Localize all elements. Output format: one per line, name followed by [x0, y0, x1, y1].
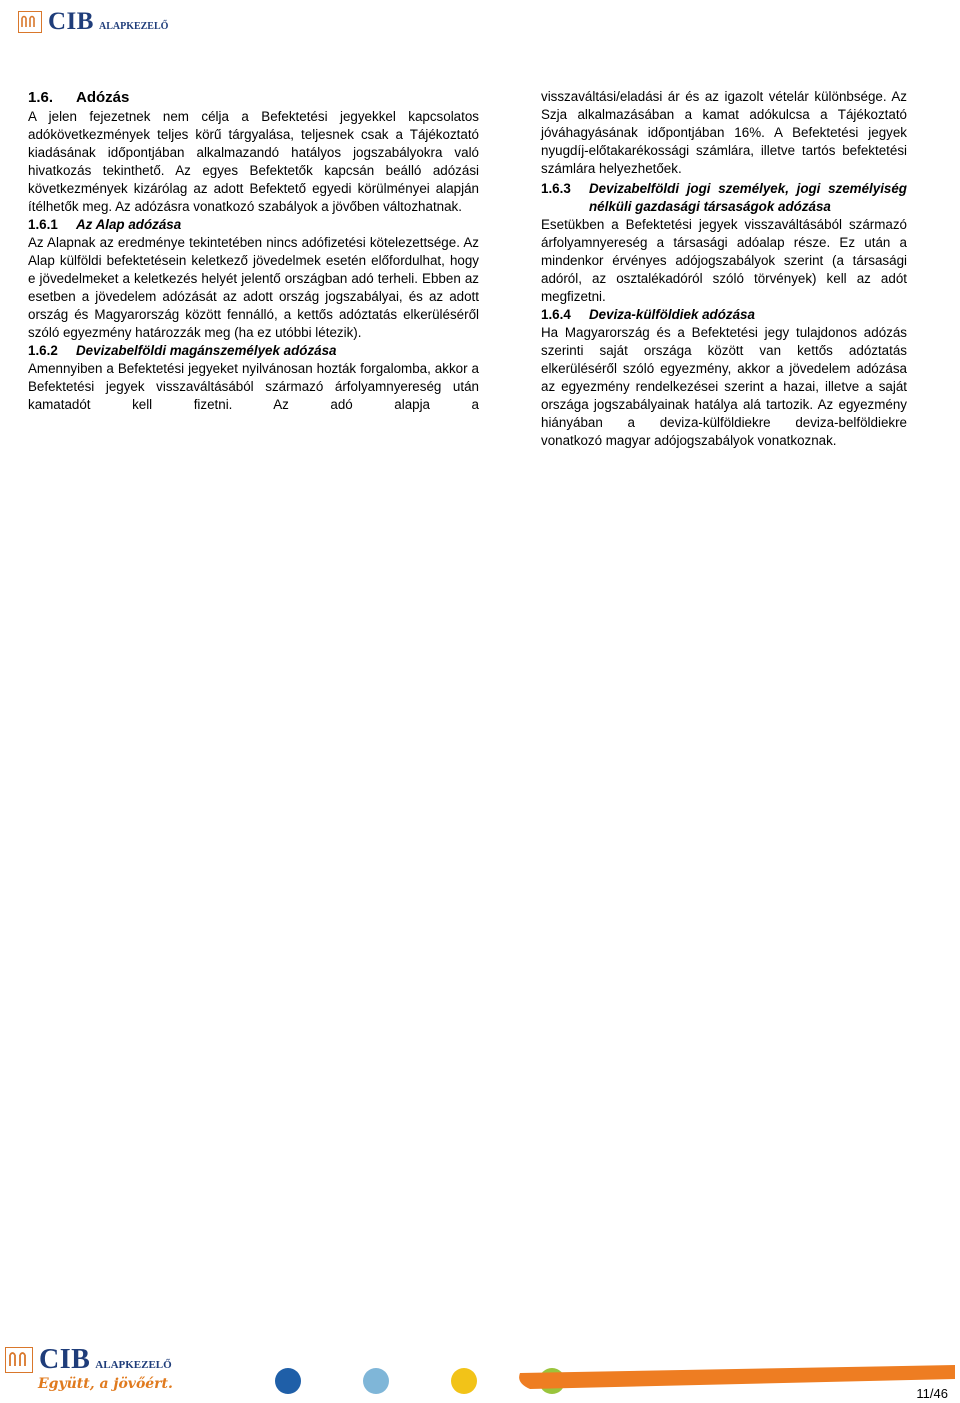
footer-dot-lightblue-icon: [363, 1368, 389, 1394]
subsection-1-number: 1.6.1: [28, 217, 58, 232]
footer-logo-sub: ALAPKEZELŐ: [95, 1359, 172, 1371]
subsection-4-title: Deviza-külföldiek adózása: [589, 307, 755, 322]
subsection-1-title: Az Alap adózása: [76, 217, 182, 232]
header-logo: [18, 8, 168, 36]
subsection-3-text: Esetükben a Befektetési jegyek visszaváltásából származó árfolyamnyereség a társasági adóalap része. Ez után a mindenkor érvényes adójogszabályok szerint (a társasági adóról, az osztalékadóról szóló törvények) kell az adót megfizetni.: [541, 217, 907, 304]
subsection-4-number: 1.6.4: [541, 307, 571, 322]
footer-logo-cib: CIB: [39, 1344, 91, 1375]
footer-decoration: [0, 1343, 960, 1403]
footer-dot-yellow-icon: [451, 1368, 477, 1394]
subsection-4-heading: [541, 306, 907, 324]
subsection-3-heading: [541, 180, 907, 216]
page-number: 11/46: [916, 1386, 948, 1401]
right-column: [541, 88, 907, 450]
subsection-2-title: Devizabelföldi magánszemélyek adózása: [76, 343, 337, 358]
logo-mark-icon: [18, 11, 42, 33]
section-title: Adózás: [76, 89, 130, 106]
subsection-2-heading: [28, 342, 479, 360]
subsection-2-text-continued: visszaváltási/eladási ár és az igazolt vételár különbsége. Az Szja alkalmazásában a kamat adókulcsa a Tájékoztató jóváhagyásának időpontjában 16%. A Befektetési jegyek nyugdíj-előtakarékossági számlára, illetve tartós befektetési számlára helyezhetőek.: [541, 89, 907, 176]
footer-swoosh-bar: [519, 1365, 955, 1389]
header-logo-sub: ALAPKEZELŐ: [98, 21, 169, 32]
subsection-4-text: Ha Magyarország és a Befektetési jegy tulajdonos adózás szerinti saját országa között van kettős adóztatás elkerüléséről szóló egyezmény, akkor a jövedelem adózása az egyezmény rendelkezései szerint a hazai, illetve a saját országa jogszabályainak hatálya alá tartozik. Az egyezmény hiányában a deviza-külföldiekre deviza-belföldiekre vonatkozó magyar adójogszabályok vonatkoznak.: [541, 325, 907, 448]
header-logo-cib: CIB: [48, 8, 94, 35]
left-column: [28, 88, 479, 414]
subsection-3-title: Devizabelföldi jogi személyek, jogi személyiség nélküli gazdasági társaságok adózása: [589, 181, 907, 214]
subsection-3-number: 1.6.3: [541, 181, 571, 196]
section-number: 1.6.: [28, 89, 54, 106]
subsection-2-number: 1.6.2: [28, 343, 58, 358]
section-intro: A jelen fejezetnek nem célja a Befektetési jegyekkel kapcsolatos adókövetkezmények teljes körű tárgyalása, teljesnek csak a Tájékoztató kiadásának időpontjában alkalmazandó hatályos jogszabályokra való hivatkozás tekinthető. Az egyes Befektetők kapcsán beálló adózási következmények kizárólag az adott Befektető egyedi körülményei alapján ítélhetők meg. Az adózásra vonatkozó szabályok a jövőben változhatnak.: [28, 109, 479, 214]
subsection-1-text: Az Alapnak az eredménye tekintetében nincs adófizetési kötelezettsége. Az Alap külföldi befektetésein keletkező jövedelmek esetén előfordulhat, hogy e jövedelmeket a keletkezés helyét jelentő országban adó terheli. Ebben az esetben a jövedelem adózását az adott ország jogszabályai, és az adott ország és Magyarország között fennálló, a kettős adóztatás elkerüléséről szóló egyezmény határozzák meg (ha ez utóbbi létezik).: [28, 235, 479, 340]
subsection-2-text: Amennyiben a Befektetési jegyeket nyilvánosan hozták forgalomba, akkor a Befektetési jegyek visszaváltásából származó árfolyamnyereség után kamatadót kell fizetni. Az adó alapja a: [28, 361, 479, 412]
footer-slogan: Együtt, a jövőért.: [38, 1376, 173, 1392]
subsection-1-heading: [28, 216, 479, 234]
section-heading: [28, 88, 479, 108]
footer-dot-blue-icon: [275, 1368, 301, 1394]
